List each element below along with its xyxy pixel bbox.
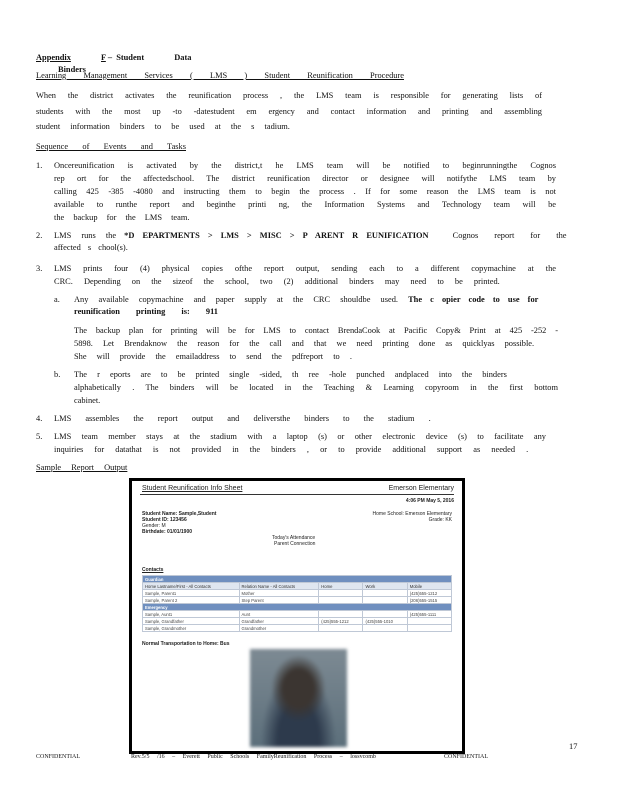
column-header: Mobile [407,583,451,590]
sub-b-line: alphabetically . The binders will be located in the Teaching & Learning copyroom in the first bottom [74,383,558,392]
item-2-pre: LMS runs the [54,231,117,240]
table-cell: (425)555-1212 [319,618,363,625]
report-school-top: Emerson Elementary [388,485,454,492]
report-contacts-table [142,575,452,632]
heading-appendix: Appendix [36,53,71,62]
table-cell [319,611,363,618]
backup-plan-line: She will provide the emailaddress to send the pdfreport to . [74,352,352,361]
item-1-line: available to runthe report and beginthe printi ng, the Information Systems and Technology team will be [54,200,556,209]
intro-line-1: When the district activates the reunification process , the LMS team is responsible for generating lists of [36,91,542,100]
table-row [143,597,452,604]
heading-dash: – [107,53,113,62]
item-2-number: 2. [36,231,43,240]
sample-report-title: Sample Report Output [36,463,128,472]
sample-report-image [129,478,465,754]
student-photo [250,649,347,747]
copier-code-label: The c opier code to use for [408,295,539,304]
sub-b-line: The r eports are to be printed single -sided, th ree -hole punched andplaced into the binders [74,370,507,379]
item-2-line-2: affected s chool(s). [54,243,128,252]
item-5-line: LMS team member stays at the stadium with a laptop (s) or other electronic device (s) to facilitate any [54,432,546,441]
report-student-id: Student ID: 123456 [142,517,187,523]
item-1-line: rep ort for the affectedschool. The district reunification director or designee will notifythe LMS team by [54,174,556,183]
table-row [143,625,452,632]
table-cell [407,625,451,632]
backup-plan-line: 5898. Let Brendaknow the reason for the call and that we need printing done as quicklyas possible. [74,339,535,348]
item-2-line [54,230,567,242]
item-5-line: inquiries for datathat is not provided in the binders , or to provide additional support as needed . [54,445,529,454]
table-cell: Step Parent [239,597,319,604]
table-cell: Mother [239,590,319,597]
item-3-number: 3. [36,264,43,273]
column-header: Home [319,583,363,590]
table-cell [363,590,407,597]
report-time: 4:06 PM May 5, 2016 [405,498,454,504]
table-section-emergency: Emergency [143,604,452,611]
table-section-guardian: Guardian [143,576,452,583]
report-contacts-label: Contacts [142,567,164,573]
table-cell: (206)555-1515 [407,597,451,604]
item-1-line: calling 425 -385 -4080 and instructing them to begin the process . If for some reason the LMS team is not [54,187,556,196]
backup-plan-line: The backup plan for printing will be for LMS to contact BrendaCook at Pacific Copy& Print at 425 -252 - [74,326,558,335]
report-grade: Grade: KK [428,517,452,523]
report-title: Student Reunification Info Sheet [142,485,243,492]
item-4-line: LMS assembles the report output and deliversthe binders to the stadium . [54,414,431,423]
sub-a-letter: a. [54,295,60,304]
column-header: Relation Name - All Contacts [239,583,319,590]
table-cell [319,590,363,597]
table-row [143,590,452,597]
table-cell: Sample, Parent 2 [143,597,240,604]
table-cell [363,625,407,632]
report-rule [140,494,454,495]
sub-b-line: cabinet. [74,396,101,405]
item-4-number: 4. [36,414,43,423]
table-cell [319,625,363,632]
table-cell [363,611,407,618]
intro-line-2: students with the most up -to -datestudent em ergency and contact information and printing and assembling [36,107,542,116]
sub-a-line-1 [74,294,574,306]
footer-right: CONFIDENTIAL [444,754,488,760]
report-student-name: Student Name: Sample,Student [142,511,217,517]
intro-line-3: student information binders to be used at the s tadium. [36,122,290,131]
sequence-title: Sequence of Events and Tasks [36,142,186,151]
report-home-school: Home School: Emerson Elementary [372,511,452,517]
table-cell: Sample, Aunt1 [143,611,240,618]
sub-a-text: Any available copymachine and paper supply at the CRC shouldbe used. [74,295,398,304]
table-cell: Grandmother [239,625,319,632]
heading-word-binders: Binders [58,64,86,74]
table-cell: Sample, Grandfather [143,618,240,625]
table-header-row [143,583,452,590]
procedure-subtitle: Learning Management Services ( LMS ) Student Reunification Procedure [36,71,404,80]
column-header: Home Lastname/First - All Contacts [143,583,240,590]
table-cell [319,597,363,604]
report-attendance: Today's Attendance [272,535,316,541]
page-number: 17 [569,742,578,751]
column-header: Work [363,583,407,590]
table-cell: (425)555-1010 [363,618,407,625]
table-cell: (425)555-1111 [407,611,451,618]
item-1-line: the backup for the LMS team. [54,213,190,222]
heading-letter: F [101,53,106,62]
item-1-line: Oncereunification is activated by the district,t he LMS team will be notified to beginrunningthe Cognos [54,161,556,170]
footer-left: CONFIDENTIAL [36,754,80,760]
table-cell [363,597,407,604]
table-cell: Sample, Parent1 [143,590,240,597]
report-gender: Gender: M [142,523,166,529]
footer-middle: Rev.5/5 /16 – Everett Public Schools FamilyReunification Process – lossvcomb [131,754,376,760]
item-1-number: 1. [36,161,43,170]
item-5-number: 5. [36,432,43,441]
report-birthdate: Birthdate: 01/01/1900 [142,529,193,535]
table-row [143,611,452,618]
item-2-post: Cognos report for the [452,231,567,240]
copier-code-value: reunification printing is: 911 [74,307,218,316]
table-cell: Aunt [239,611,319,618]
sub-b-letter: b. [54,370,61,379]
cognos-report-path: *D EPARTMENTS > LMS > MISC > P ARENT R EUNIFICATION [124,231,429,240]
table-cell [407,618,451,625]
heading-word-student: Student [116,53,145,62]
heading-word-data: Data [174,53,192,62]
table-cell: (425)555-1212 [407,590,451,597]
table-cell: Grandfather [239,618,319,625]
report-attendance-2: Parent Connection [274,541,316,547]
item-3-line: CRC. Depending on the sizeof the school, two (2) additional binders may need to be printed. [54,277,500,286]
report-transportation: Normal Transportation to Home: Bus [142,641,230,647]
item-3-line: LMS prints four (4) physical copies ofthe report output, sending each to a different copymachine at the [54,264,556,273]
table-cell: Sample, Grandmother [143,625,240,632]
table-row [143,618,452,625]
